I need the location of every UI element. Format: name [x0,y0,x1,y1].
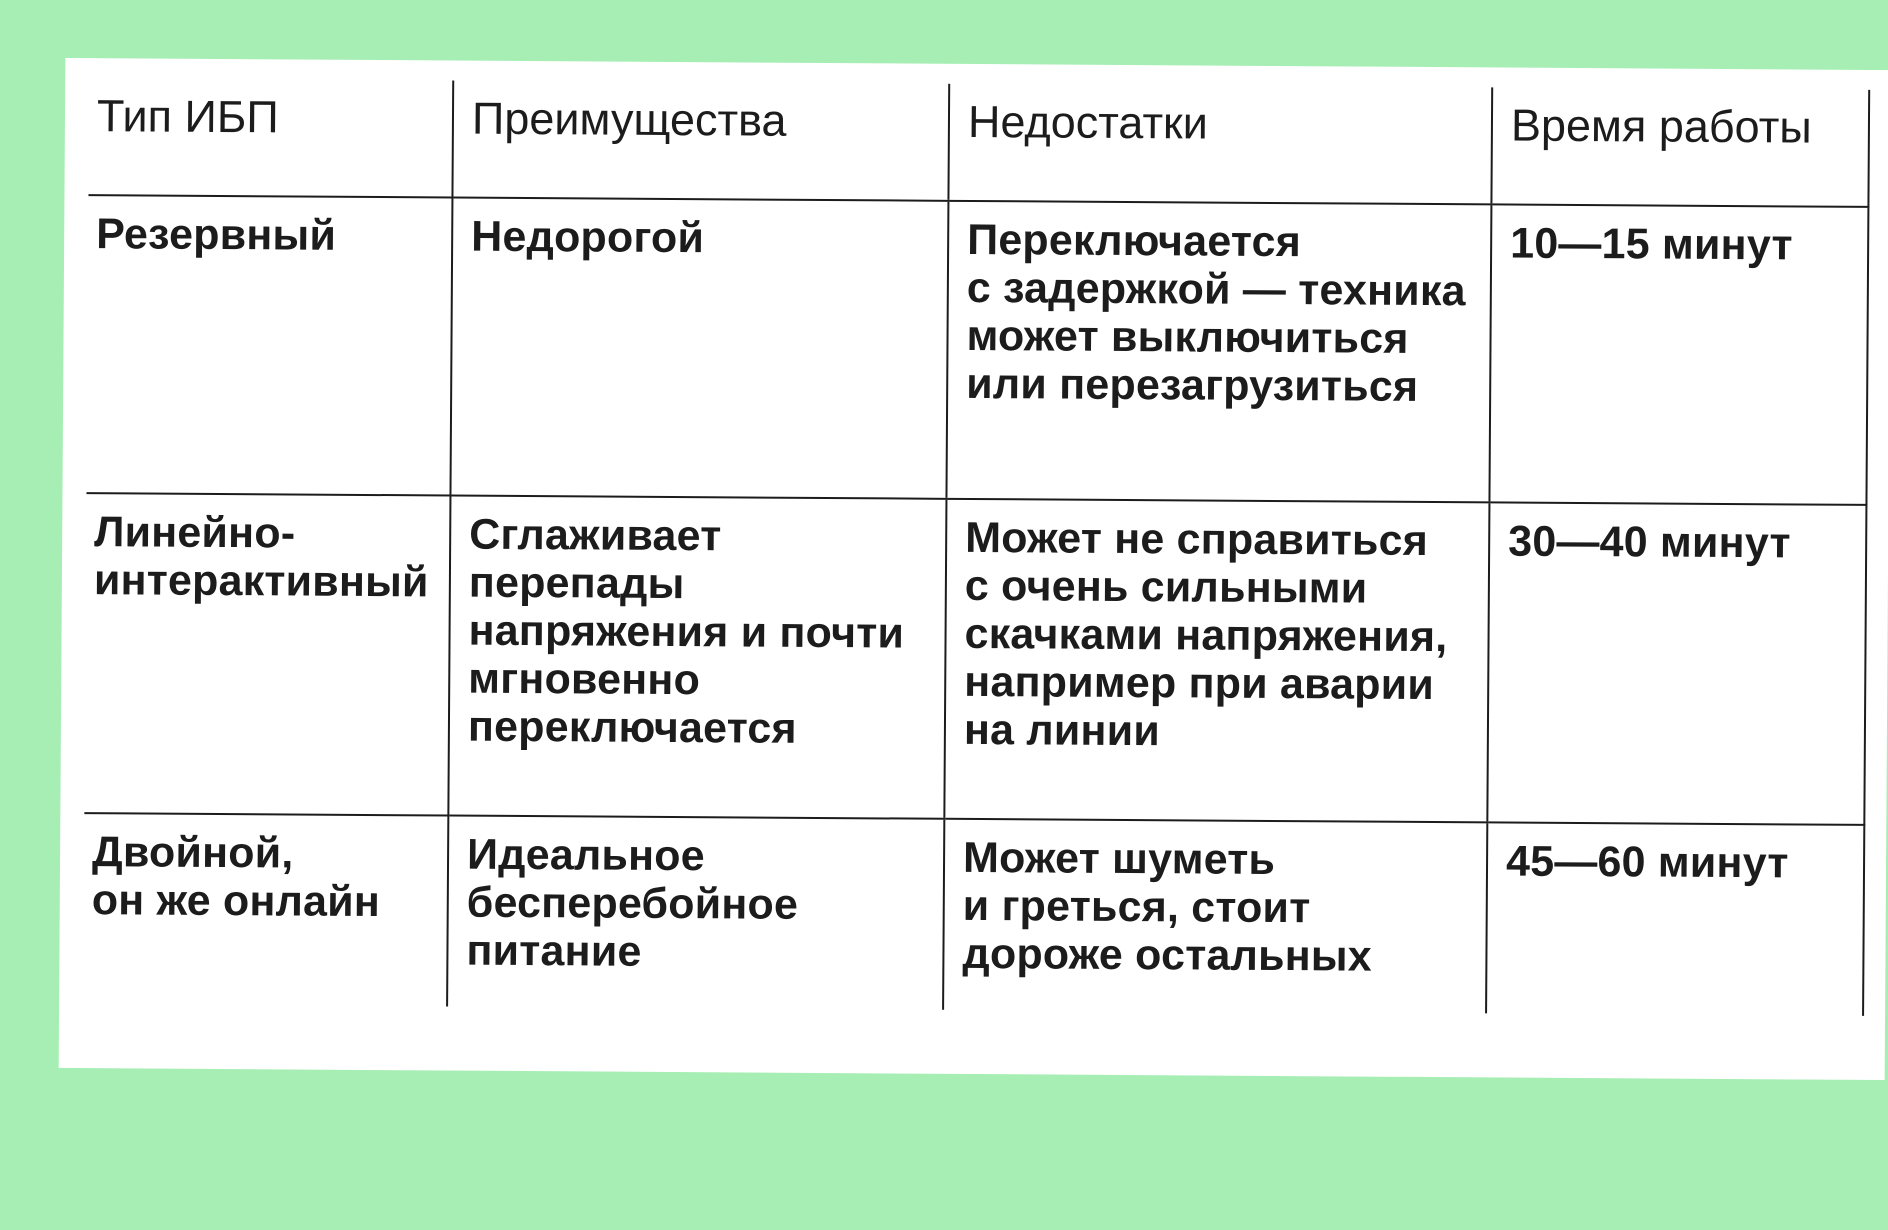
cell-text: Двойной, он же онлайн [91,828,381,927]
cell-text: 10—15 минут [1510,219,1793,270]
cell-text: Резервный [96,210,337,260]
table-row [83,813,1864,1016]
cell-type [83,813,448,1006]
cell-text: Переключается с задержкой — техника может выключиться или перезагрузиться [966,215,1466,411]
cell-text: Может не справиться с очень сильными скачками напряжения, например при аварии на линии [963,513,1448,756]
cell-type [84,493,450,815]
cell-disadvantages [946,201,1491,503]
cell-advantages [448,496,946,819]
cell-advantages [450,198,948,499]
cell-text: 45—60 минут [1505,837,1789,888]
cell-text: Линейно- интерактивный [93,508,429,607]
cell-type [86,195,452,495]
cell-text: Может шуметь и греться, стоит дороже остальных [962,833,1373,981]
table-header-row [88,78,1869,207]
header-advantages: Преимущества [452,81,949,201]
cell-runtime [1489,204,1868,504]
header-disadvantages: Недостатки [948,84,1492,205]
cell-advantages [447,816,944,1010]
cell-text: Недорогой [471,212,705,263]
table-container [83,78,1870,1090]
ups-comparison-table [83,78,1870,1016]
cell-text: 30—40 минут [1508,517,1791,568]
table-row [86,195,1868,505]
cell-runtime [1487,502,1866,824]
cell-disadvantages [943,819,1487,1014]
table-row [84,493,1866,825]
cell-text: Сглаживает перепады напряжения и почти мгновенно переключается [467,510,905,753]
cell-text: Идеальное бесперебойное питание [466,830,799,976]
cell-disadvantages [944,499,1489,823]
header-type: Тип ИБП [88,78,453,197]
table-card [59,58,1888,1080]
cell-runtime [1486,822,1864,1015]
header-runtime: Время работы [1491,87,1869,206]
